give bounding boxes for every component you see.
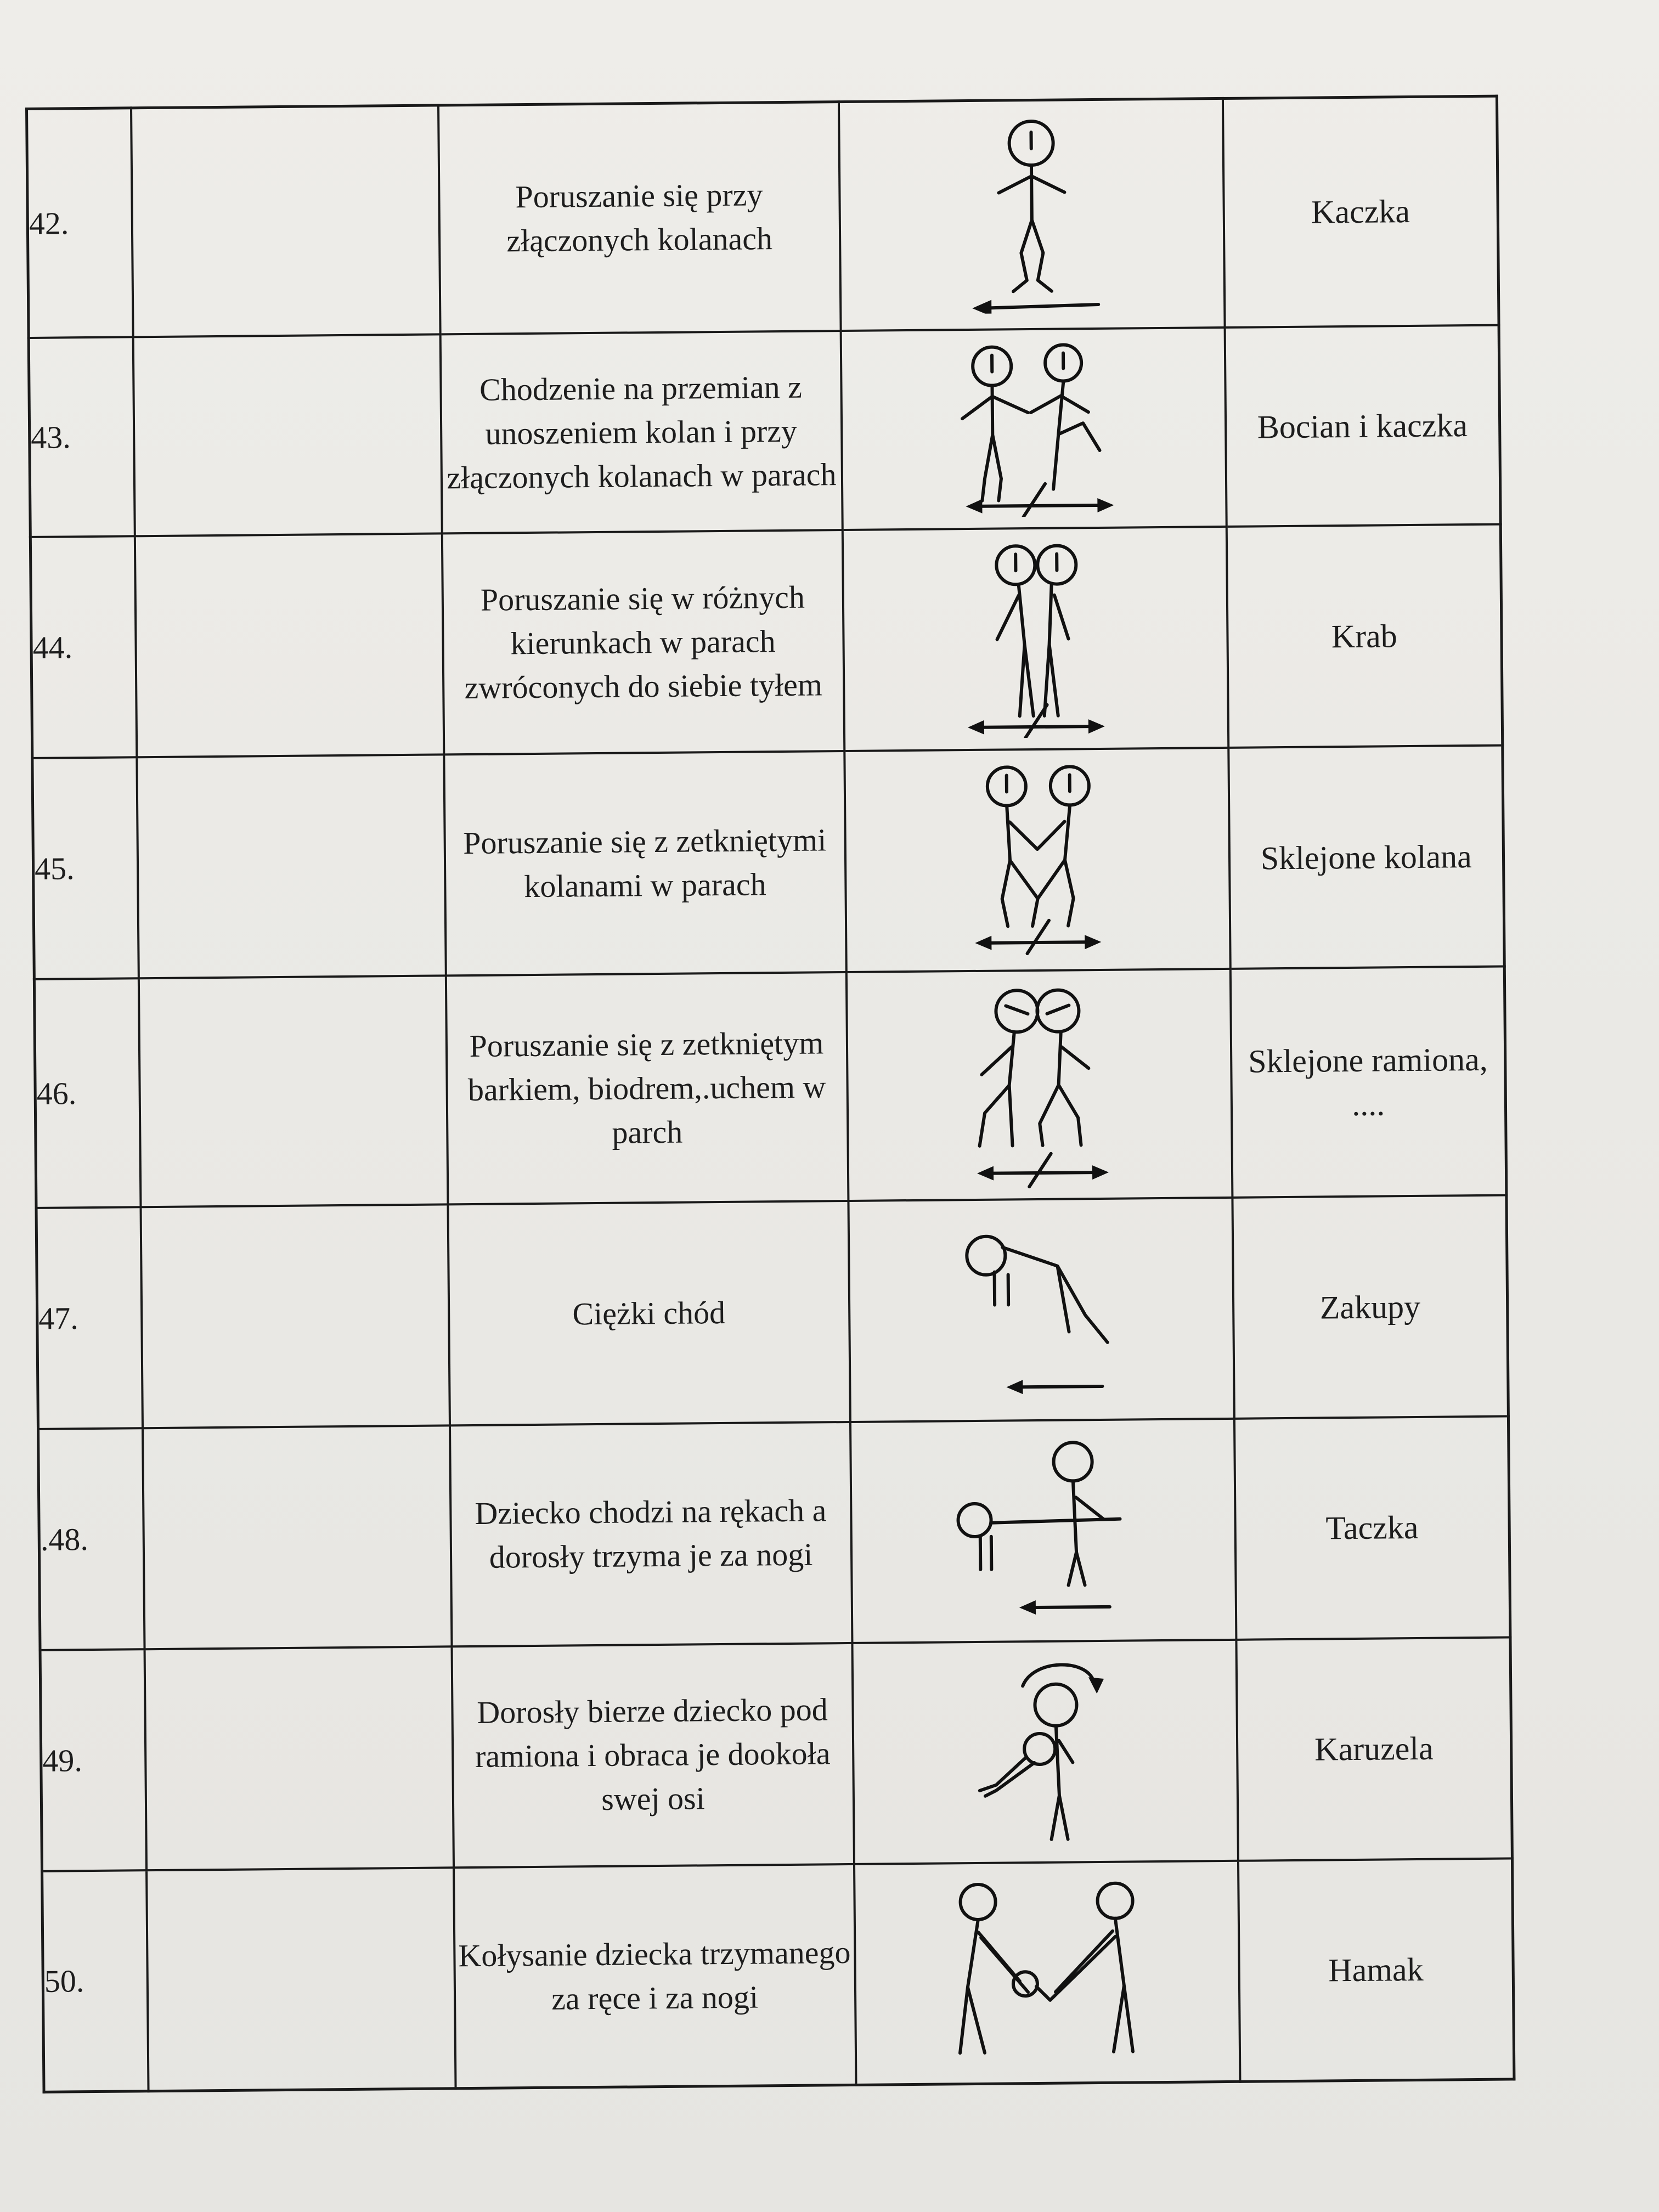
row-number: .48.: [38, 1428, 145, 1650]
table-row: [30, 524, 1502, 758]
pair-figures-heads-touching-icon: [950, 980, 1127, 1190]
blank-cell: [140, 1205, 449, 1429]
bent-figure-heavy-walk-icon: [952, 1221, 1130, 1398]
single-figure-knees-together-icon: [949, 115, 1115, 314]
row-name: Krab: [1226, 524, 1502, 748]
row-figure: [850, 1419, 1235, 1643]
row-name: Hamak: [1238, 1858, 1514, 2081]
row-number: 50.: [42, 1870, 149, 2092]
row-name: Zakupy: [1232, 1195, 1508, 1419]
row-number: 43.: [29, 337, 134, 537]
row-description: Dorosły bierze dziecko pod ramiona i obraca je dookoła swej osi: [452, 1643, 854, 1867]
row-number: 47.: [36, 1207, 143, 1429]
carousel-figures-icon: [956, 1652, 1133, 1852]
table-row: [27, 96, 1499, 338]
blank-cell: [143, 1425, 452, 1649]
wheelbarrow-figures-icon: [949, 1437, 1137, 1625]
row-description: Poruszanie się z zetkniętymi kolanami w parach: [444, 751, 846, 975]
row-number: 46.: [34, 978, 140, 1208]
row-number: 49.: [40, 1649, 146, 1871]
row-description: Poruszanie się przy złączonych kolanach: [438, 102, 840, 335]
table-row: [42, 1858, 1514, 2092]
row-figure: [854, 1860, 1239, 2085]
row-name: Taczka: [1234, 1417, 1510, 1640]
row-figure: [838, 98, 1224, 330]
row-figure: [840, 328, 1226, 531]
row-description: Chodzenie na przemian z unoszeniem kolan i przy złączonych kolanach w parach: [440, 331, 842, 534]
row-description: Poruszanie się z zetkniętym barkiem, biodrem,.uchem w parch: [445, 972, 848, 1205]
row-figure: [846, 969, 1232, 1201]
row-figure: [852, 1640, 1238, 1864]
row-description: Dziecko chodzi na rękach a dorosły trzyma je za nogi: [449, 1422, 851, 1646]
row-name: Bocian i kaczka: [1224, 325, 1500, 527]
row-number: 45.: [32, 758, 139, 979]
row-description: Kołysanie dziecka trzymanego za ręce i za nogi: [454, 1864, 856, 2089]
row-number: 44.: [30, 537, 137, 758]
row-name: Sklejone ramiona, ....: [1230, 967, 1506, 1198]
blank-cell: [134, 534, 443, 758]
table-row: [32, 746, 1504, 979]
row-description: Ciężki chód: [448, 1201, 850, 1425]
blank-cell: [144, 1646, 453, 1870]
table-row: [34, 967, 1506, 1209]
row-figure: [848, 1198, 1234, 1422]
table-row: [36, 1195, 1508, 1429]
row-figure: [842, 527, 1228, 751]
row-description: Poruszanie się w różnych kierunkach w parach zwróconych do siebie tyłem: [442, 530, 844, 754]
row-number: 42.: [27, 108, 133, 338]
exercise-table: [25, 95, 1515, 2094]
row-name: Kaczka: [1222, 96, 1499, 328]
hammock-figures-icon: [936, 1876, 1158, 2069]
blank-cell: [146, 1867, 455, 2091]
table-row: [40, 1637, 1512, 1871]
table-row: [38, 1417, 1510, 1650]
document-sheet: [25, 95, 1513, 2094]
pair-figures-knees-touching-icon: [954, 760, 1120, 960]
row-name: Sklejone kolana: [1228, 746, 1504, 969]
row-name: Karuzela: [1236, 1637, 1512, 1860]
blank-cell: [131, 105, 441, 337]
blank-cell: [138, 975, 448, 1207]
pair-figures-back-to-back-icon: [952, 539, 1118, 738]
pair-figures-knee-raise-icon: [939, 340, 1127, 517]
blank-cell: [133, 334, 442, 537]
blank-cell: [137, 755, 445, 979]
table-row: [29, 325, 1500, 537]
row-figure: [844, 748, 1230, 972]
